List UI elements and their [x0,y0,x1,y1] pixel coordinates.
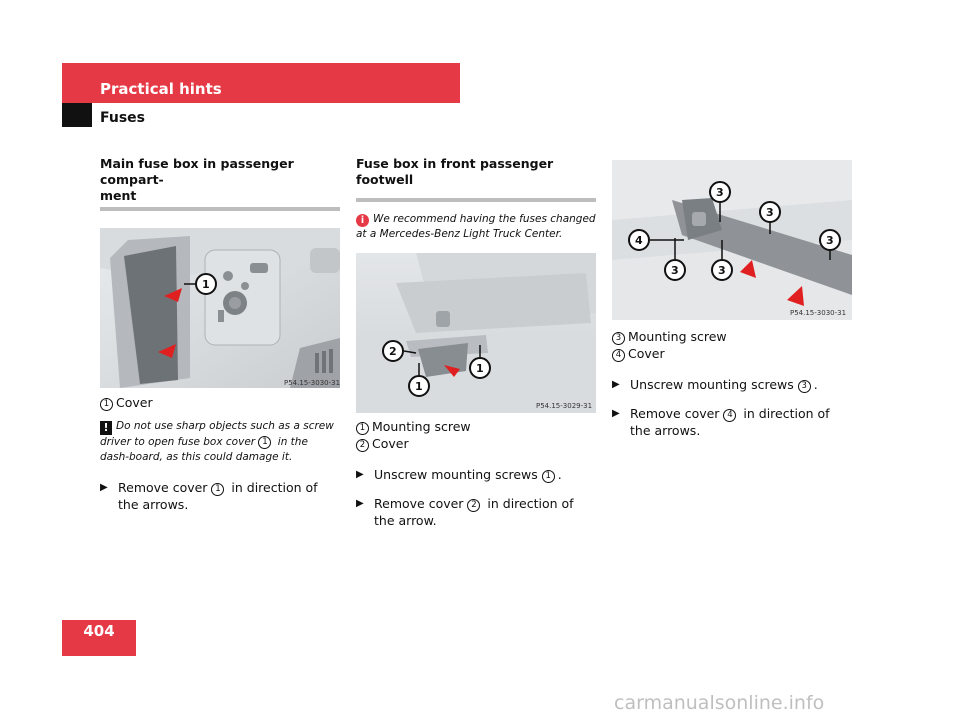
legend-item-cover: 2 Cover [356,435,596,452]
legend-item-mounting-screw: 1 Mounting screw [356,418,596,435]
legend-number: 4 [612,349,625,362]
photo-label-3a: 3 [716,186,724,199]
photo-footwell-panel [612,160,852,320]
inline-number: 1 [258,436,271,449]
legend-number: 3 [612,332,625,345]
info-note: i We recommend having the fuses changed at a Mercedes-Benz Light Truck Center. [356,213,596,240]
legend-number: 1 [356,422,369,435]
inline-number: 4 [723,409,736,422]
watermark: carmanualsonline.info [614,692,825,714]
inline-number: 1 [211,483,224,496]
column-main-fuse-box-text [100,394,340,513]
info-icon: i [356,214,369,227]
photo-label-1: 1 [202,278,210,291]
photo-code: P54.15-3030-31 [284,379,340,387]
triangle-right-icon: ▶ [356,498,364,509]
subsection-title: Fuses [100,110,145,126]
photo-label-4: 4 [635,234,643,247]
photo-code: P54.15-3030-31 [790,309,847,317]
section-title: Practical hints [100,80,222,98]
photo-code: P54.15-3029-31 [536,402,593,410]
heading-main-fuse-box: Main fuse box in passenger compart- ment [100,156,294,203]
inline-number: 3 [798,380,811,393]
warning-note: ! Do not use sharp objects such as a screw driver to open fuse box cover 1 in the dash-board, as this could damage it. [100,420,334,463]
heading-rule [100,207,340,211]
triangle-right-icon: ▶ [356,469,364,480]
page-number: 404 [83,622,115,640]
photo-label-3e: 3 [718,264,726,277]
photo-label-1a: 1 [415,380,423,393]
photo-label-1b: 1 [476,362,484,375]
photo-label-3d: 3 [671,264,679,277]
heading-footwell-fuse-box: Fuse box in front passenger footwell [356,156,554,187]
triangle-right-icon: ▶ [612,379,620,390]
photo-label-3c: 3 [826,234,834,247]
step-unscrew-screws: ▶ Unscrew mounting screws 3 . [612,377,818,392]
photo-label-3b: 3 [766,206,774,219]
column-footwell-panel-text [612,328,852,439]
legend-item-cover: 4 Cover [612,345,852,362]
heading-rule [356,198,596,202]
triangle-right-icon: ▶ [612,408,620,419]
step-remove-cover: ▶ Remove cover 1 in direction of the arrows. [100,480,318,512]
exclamation-icon: ! [100,421,112,435]
step-remove-cover: ▶ Remove cover 2 in direction of the arrow. [356,496,574,528]
inline-number: 2 [467,499,480,512]
legend-number: 2 [356,439,369,452]
triangle-right-icon: ▶ [100,482,108,493]
step-remove-cover: ▶ Remove cover 4 in direction of the arrows. [612,406,830,438]
photo-label-2: 2 [389,345,397,358]
legend-item-cover: 1 Cover [100,394,340,411]
photo-footwell-cover [356,253,596,413]
photo-dashboard-fuse-cover [100,228,340,388]
legend-item-mounting-screw: 3 Mounting screw [612,328,852,345]
header-tab-marker [62,103,92,127]
step-unscrew-screws: ▶ Unscrew mounting screws 1 . [356,467,562,482]
column-footwell-fuse-box-text [356,418,596,529]
legend-number: 1 [100,398,113,411]
inline-number: 1 [542,470,555,483]
